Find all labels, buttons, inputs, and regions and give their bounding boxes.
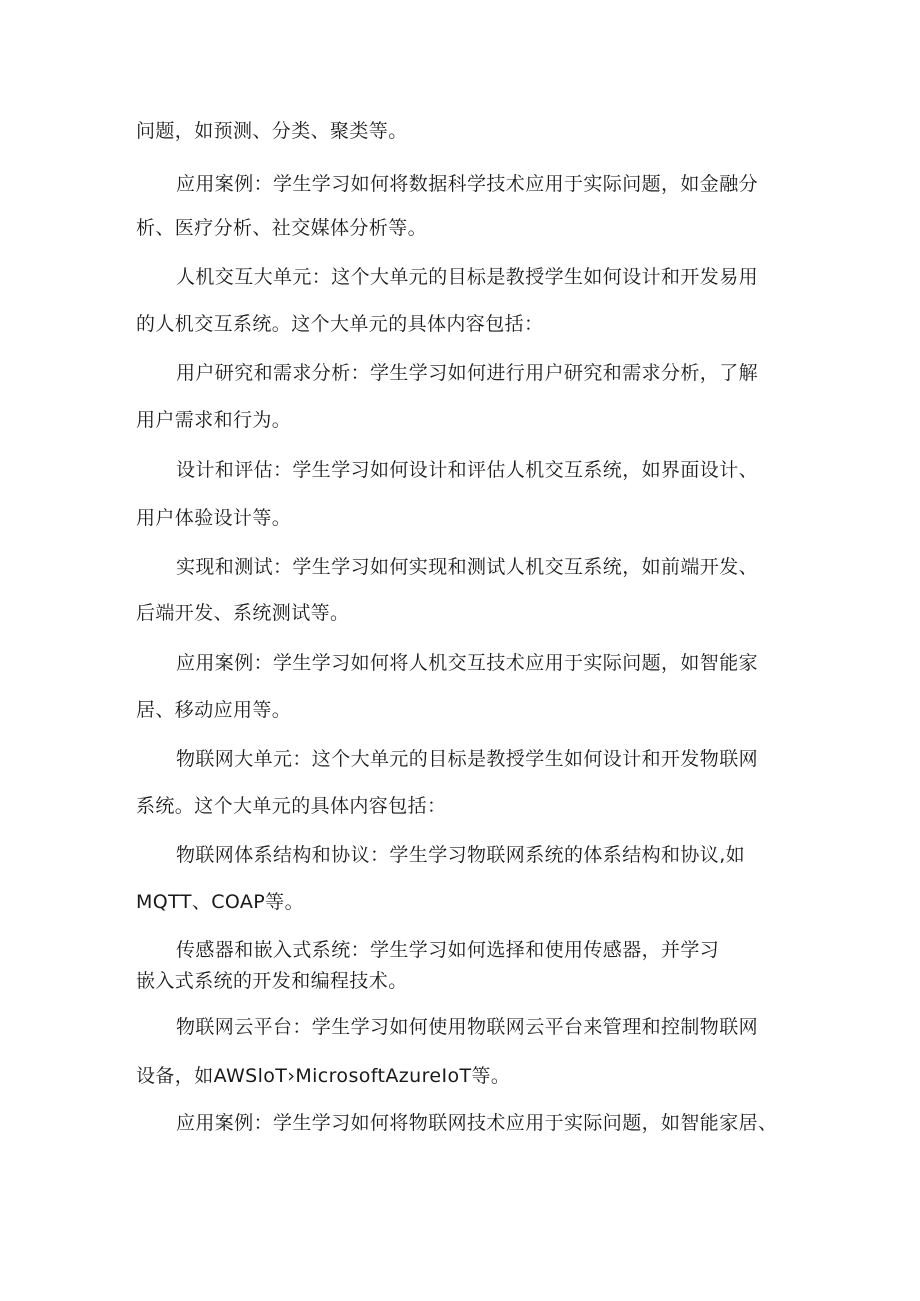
text-line: 的人机交互系统。这个大单元的具体内容包括： xyxy=(136,313,544,335)
text-line: 系统。这个大单元的具体内容包括： xyxy=(136,795,447,817)
text-line: 物联网体系结构和协议：学生学习物联网系统的体系结构和协议,如 xyxy=(176,844,746,866)
text-line: 用户研究和需求分析：学生学习如何进行用户研究和需求分析，了解 xyxy=(176,362,759,384)
text-line: 物联网云平台：学生学习如何使用物联网云平台来管理和控制物联网 xyxy=(176,1016,759,1038)
text-line: 设备，如AWSloT›MicrosoftAzureIoT等。 xyxy=(136,1065,511,1087)
text-line: 实现和测试：学生学习如何实现和测试人机交互系统，如前端开发、 xyxy=(176,556,759,578)
text-line: 设计和评估：学生学习如何设计和评估人机交互系统，如界面设计、 xyxy=(176,459,759,481)
text-line: 应用案例：学生学习如何将物联网技术应用于实际问题，如智能家居、 xyxy=(176,1112,778,1134)
text-line: 后端开发、系统测试等。 xyxy=(136,602,350,624)
text-line: MQTT、COAP等。 xyxy=(136,891,304,913)
text-line: 嵌入式系统的开发和编程技术。 xyxy=(136,970,408,992)
text-line: 用户体验设计等。 xyxy=(136,507,292,529)
text-line: 居、移动应用等。 xyxy=(136,699,292,721)
text-line: 人机交互大单元：这个大单元的目标是教授学生如何设计和开发易用 xyxy=(176,266,759,288)
text-line: 应用案例：学生学习如何将数据科学技术应用于实际问题，如金融分 xyxy=(176,173,759,195)
text-line: 传感器和嵌入式系统：学生学习如何选择和使用传感器，并学习 xyxy=(176,939,720,961)
text-line: 应用案例：学生学习如何将人机交互技术应用于实际问题，如智能家 xyxy=(176,652,759,674)
text-line: 析、医疗分析、社交媒体分析等。 xyxy=(136,217,428,239)
text-line: 问题，如预测、分类、聚类等。 xyxy=(136,120,408,142)
text-line: 物联网大单元：这个大单元的目标是教授学生如何设计和开发物联网 xyxy=(176,748,759,770)
text-line: 用户需求和行为。 xyxy=(136,409,292,431)
